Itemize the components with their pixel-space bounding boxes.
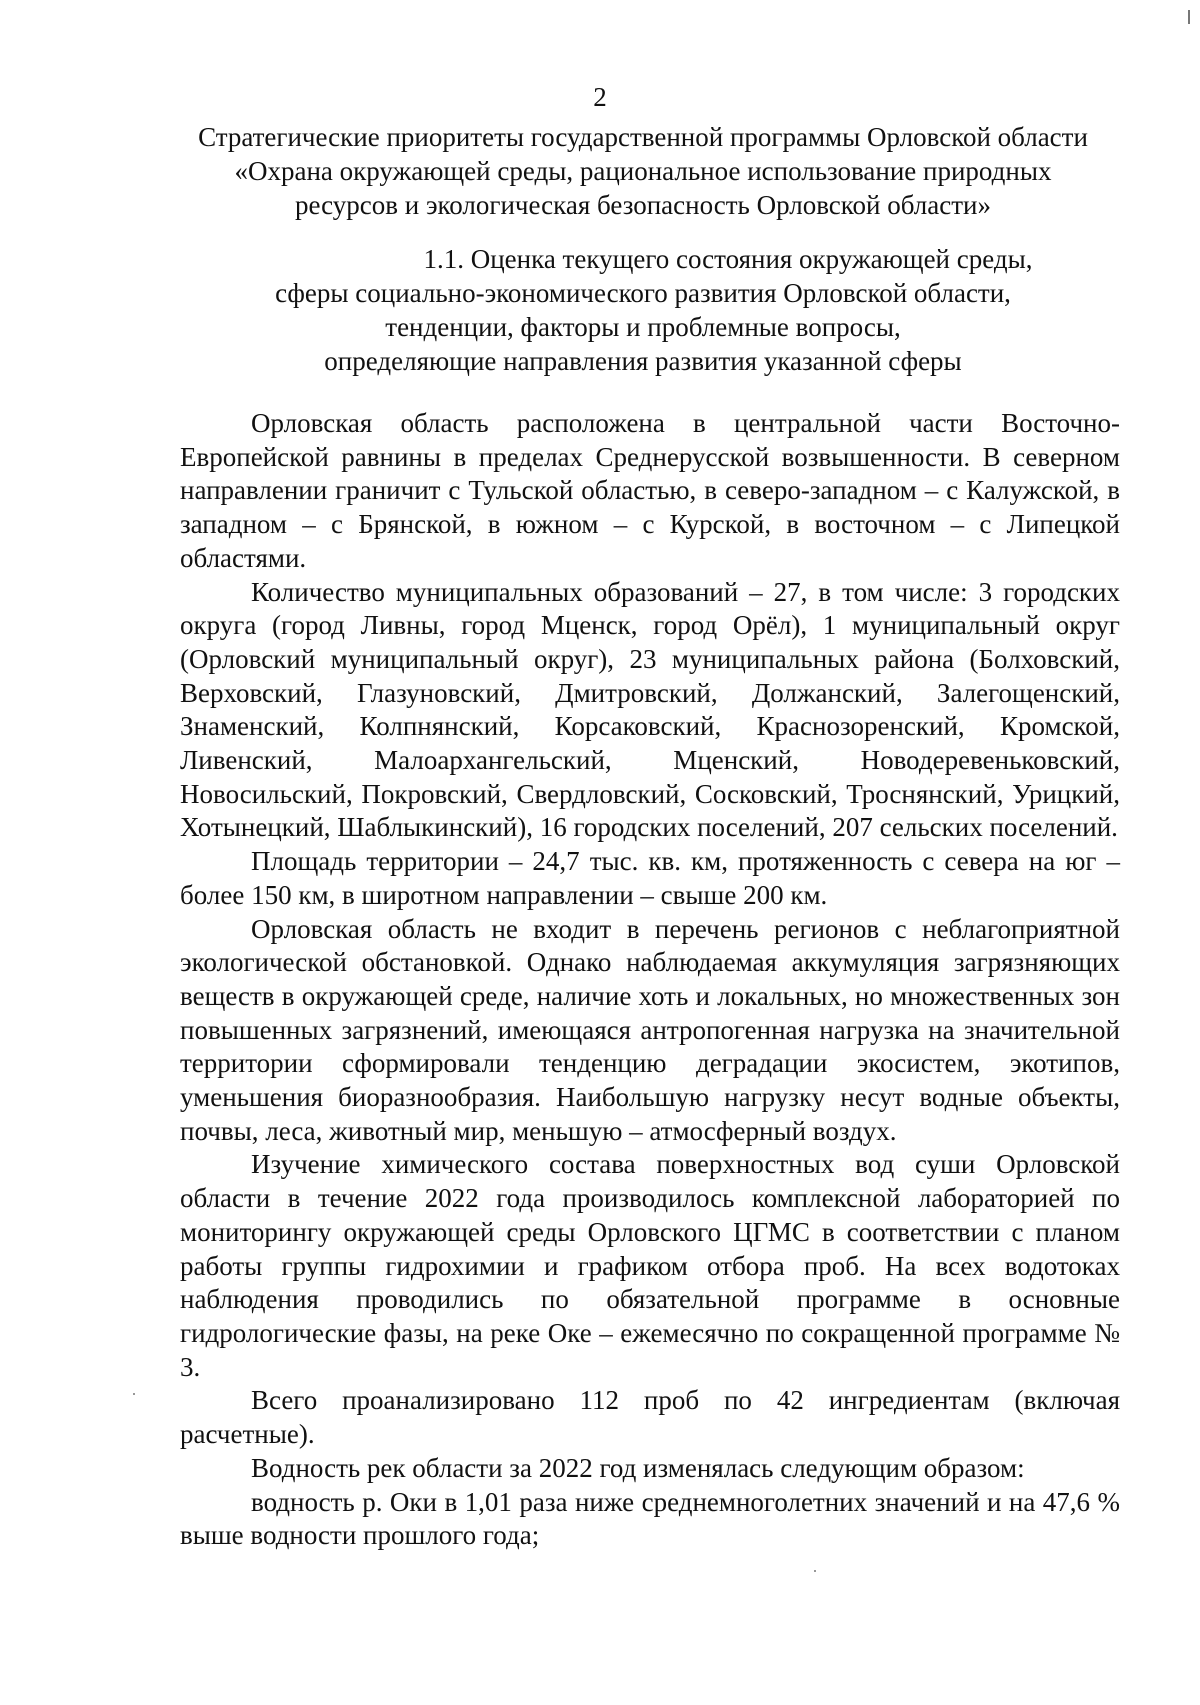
section-heading-line: определяющие направления развития указанной сферы — [324, 346, 962, 376]
section-heading-line: тенденции, факторы и проблемные вопросы, — [385, 312, 901, 342]
title-line: «Охрана окружающей среды, рациональное использование природных — [234, 156, 1052, 186]
title-line: ресурсов и экологическая безопасность Орловской области» — [294, 190, 991, 220]
title-line: Стратегические приоритеты государственной программы Орловской области — [198, 122, 1088, 152]
paragraph-samples: Всего проанализировано 112 проб по 42 ингредиентам (включая расчетные). — [180, 1385, 1120, 1450]
page-number: 2 — [593, 82, 607, 112]
paragraph-water-study: Изучение химического состава поверхностных вод суши Орловской области в течение 2022 года производилось комплексной лабораторией по мониторингу окружающей среды Орловского ЦГМС в соответствии с планом работы группы гидрохимии и графиком отбора проб. На всех водотоках наблюдения проводились по обязательной программе в основные гидрологические фазы, на реке Оке – ежемесячно по сокращенной программе № 3. — [180, 1149, 1120, 1382]
section-heading-line: 1.1. Оценка текущего состояния окружающей среды, — [423, 244, 1033, 274]
paragraph-location: Орловская область расположена в центральной части Восточно-Европейской равнины в пределах Среднерусской возвышенности. В северном направлении граничит с Тульской областью, в северо-западном – с Калужской, в западном – с Брянской, в южном – с Курской, в восточном – с Липецкой областями. — [180, 408, 1120, 573]
section-heading-line: сферы социально-экономического развития Орловской области, — [275, 278, 1011, 308]
paragraph-municipalities: Количество муниципальных образований – 27, в том числе: 3 городских округа (город Ливны, город Мценск, город Орёл), 1 муниципальный округ (Орловский муниципальный округ), 23 муниципальных района (Болховский, Верховский, Глазуновский, Дмитровский, Должанский, Залегощенский, Знаменский, Колпнянский, Корсаковский, Краснозоренский, Кромской, Ливенский, Малоархангельский, Мценский, Новодеревеньковский, Новосильский, Покровский, Свердловский, Сосковский, Троснянский, Урицкий, Хотынецкий, Шаблыкинский), 16 городских поселений, 207 сельских поселений. — [180, 576, 1120, 843]
scan-speck — [133, 1393, 135, 1395]
body-text — [180, 407, 1120, 1553]
scan-speck — [814, 1570, 816, 1572]
paragraph-ecology: Орловская область не входит в перечень регионов с неблагоприятной экологической обстановкой. Однако наблюдаемая аккумуляция загрязняющих веществ в окружающей среде, наличие хоть и локальных, но множественных зон повышенных загрязнений, имеющаяся антропогенная нагрузка на значительной территории сформировали тенденцию деградации экосистем, экотипов, уменьшения биоразнообразия. Наибольшую нагрузку несут водные объекты, почвы, леса, животный мир, меньшую – атмосферный воздух. — [180, 913, 1120, 1146]
paragraph-area: Площадь территории – 24,7 тыс. кв. км, протяженность с севера на юг – более 150 км, в широтном направлении – свыше 200 км. — [180, 846, 1120, 910]
paragraph-oka-river: водность р. Оки в 1,01 раза ниже среднемноголетних значений и на 47,6 % выше водности прошлого года; — [180, 1486, 1120, 1551]
section-heading — [170, 242, 1116, 378]
paragraph-water-level: Водность рек области за 2022 год изменялась следующим образом: — [251, 1452, 1025, 1483]
document-title — [170, 120, 1116, 222]
scan-speck — [1188, 10, 1190, 24]
